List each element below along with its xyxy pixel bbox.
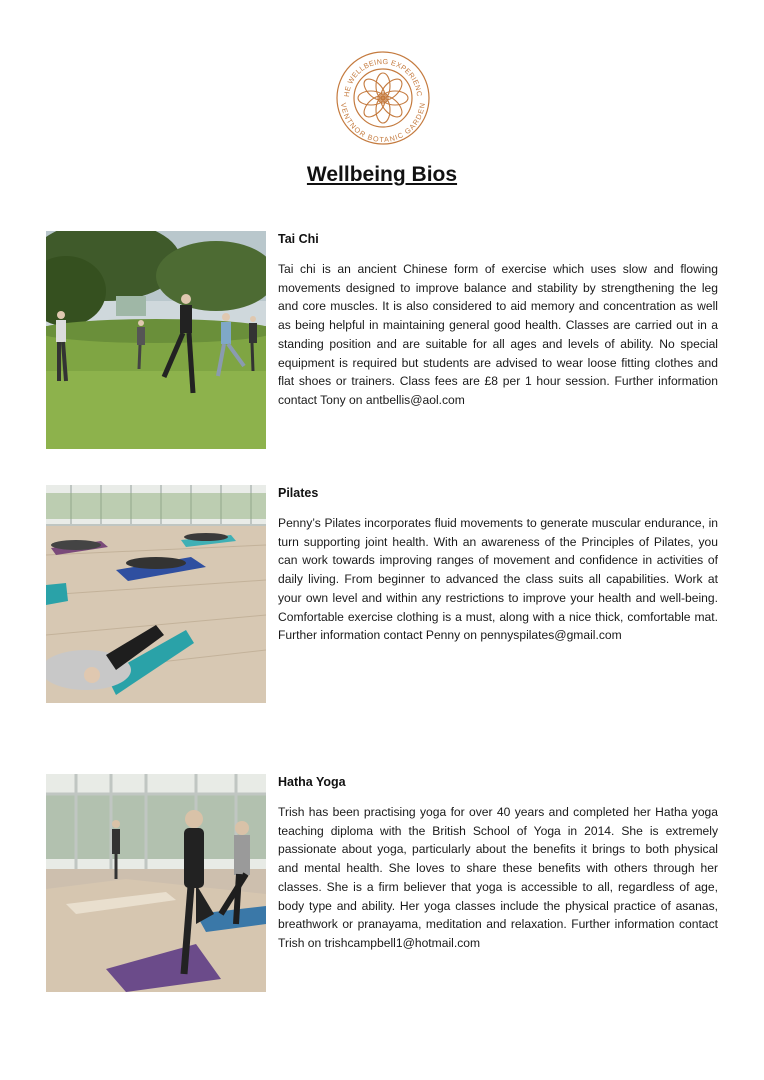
section-body: Trish has been practising yoga for over 40 years and completed her Hatha yoga teaching diploma with the British School of Yoga in 2014. She is extremely passionate about yoga, particularly about the benefits it brings to both physical and mental health. She loves to share these benefits with others through her classes. She is a firm believer that yoga is accessible to all, regardless of age, body type and ability. Her yoga classes include the physical practice of asanas, breathwork or pranayama, meditation and relaxation. Further information contact Trish on trishcampbell1@hotmail.com (278, 805, 718, 950)
section-heading: Hatha Yoga (278, 775, 346, 789)
pilates-photo (46, 485, 266, 703)
tai-chi-bio (278, 232, 718, 410)
pilates-bio (278, 486, 718, 645)
logo-text-bottom: VENTNOR BOTANIC GARDEN (339, 102, 427, 144)
hatha-yoga-photo (46, 774, 266, 992)
section-body: Penny’s Pilates incorporates fluid movements to generate muscular endurance, in turn supporting joint health. With an awareness of the Principles of Pilates, you can work towards improving ranges of movement and confidence in activities of daily living. From beginner to advanced the class suits all capabilities. Work at your own level and within any restrictions to improve your health and well-being. Comfortable exercise clothing is a must, along with a nice thick, comfortable mat. Further information contact Penny on pennyspilates@gmail.com (278, 516, 718, 643)
section-heading: Pilates (278, 486, 319, 500)
hatha-yoga-bio (278, 775, 718, 953)
wellbeing-experience-logo (335, 50, 431, 146)
section-heading: Tai Chi (278, 232, 319, 246)
page-title: Wellbeing Bios (306, 163, 458, 186)
tai-chi-photo (46, 231, 266, 449)
section-body: Tai chi is an ancient Chinese form of exercise which uses slow and flowing movements designed to improve balance and stability by strengthening the leg and core muscles. It is also considered to aid memory and concentration as well as being helpful in maintaining general good health. Classes are carried out in a standing position and are suitable for all ages and levels of ability. No special equipment is required but students are advised to wear loose fitting clothes and flat shoes or trainers. Class fees are £8 per 1 hour session. Further information contact Tony on antbellis@aol.com (278, 262, 718, 407)
logo-text-top: HE WELLBEING EXPERIENC (341, 56, 425, 98)
